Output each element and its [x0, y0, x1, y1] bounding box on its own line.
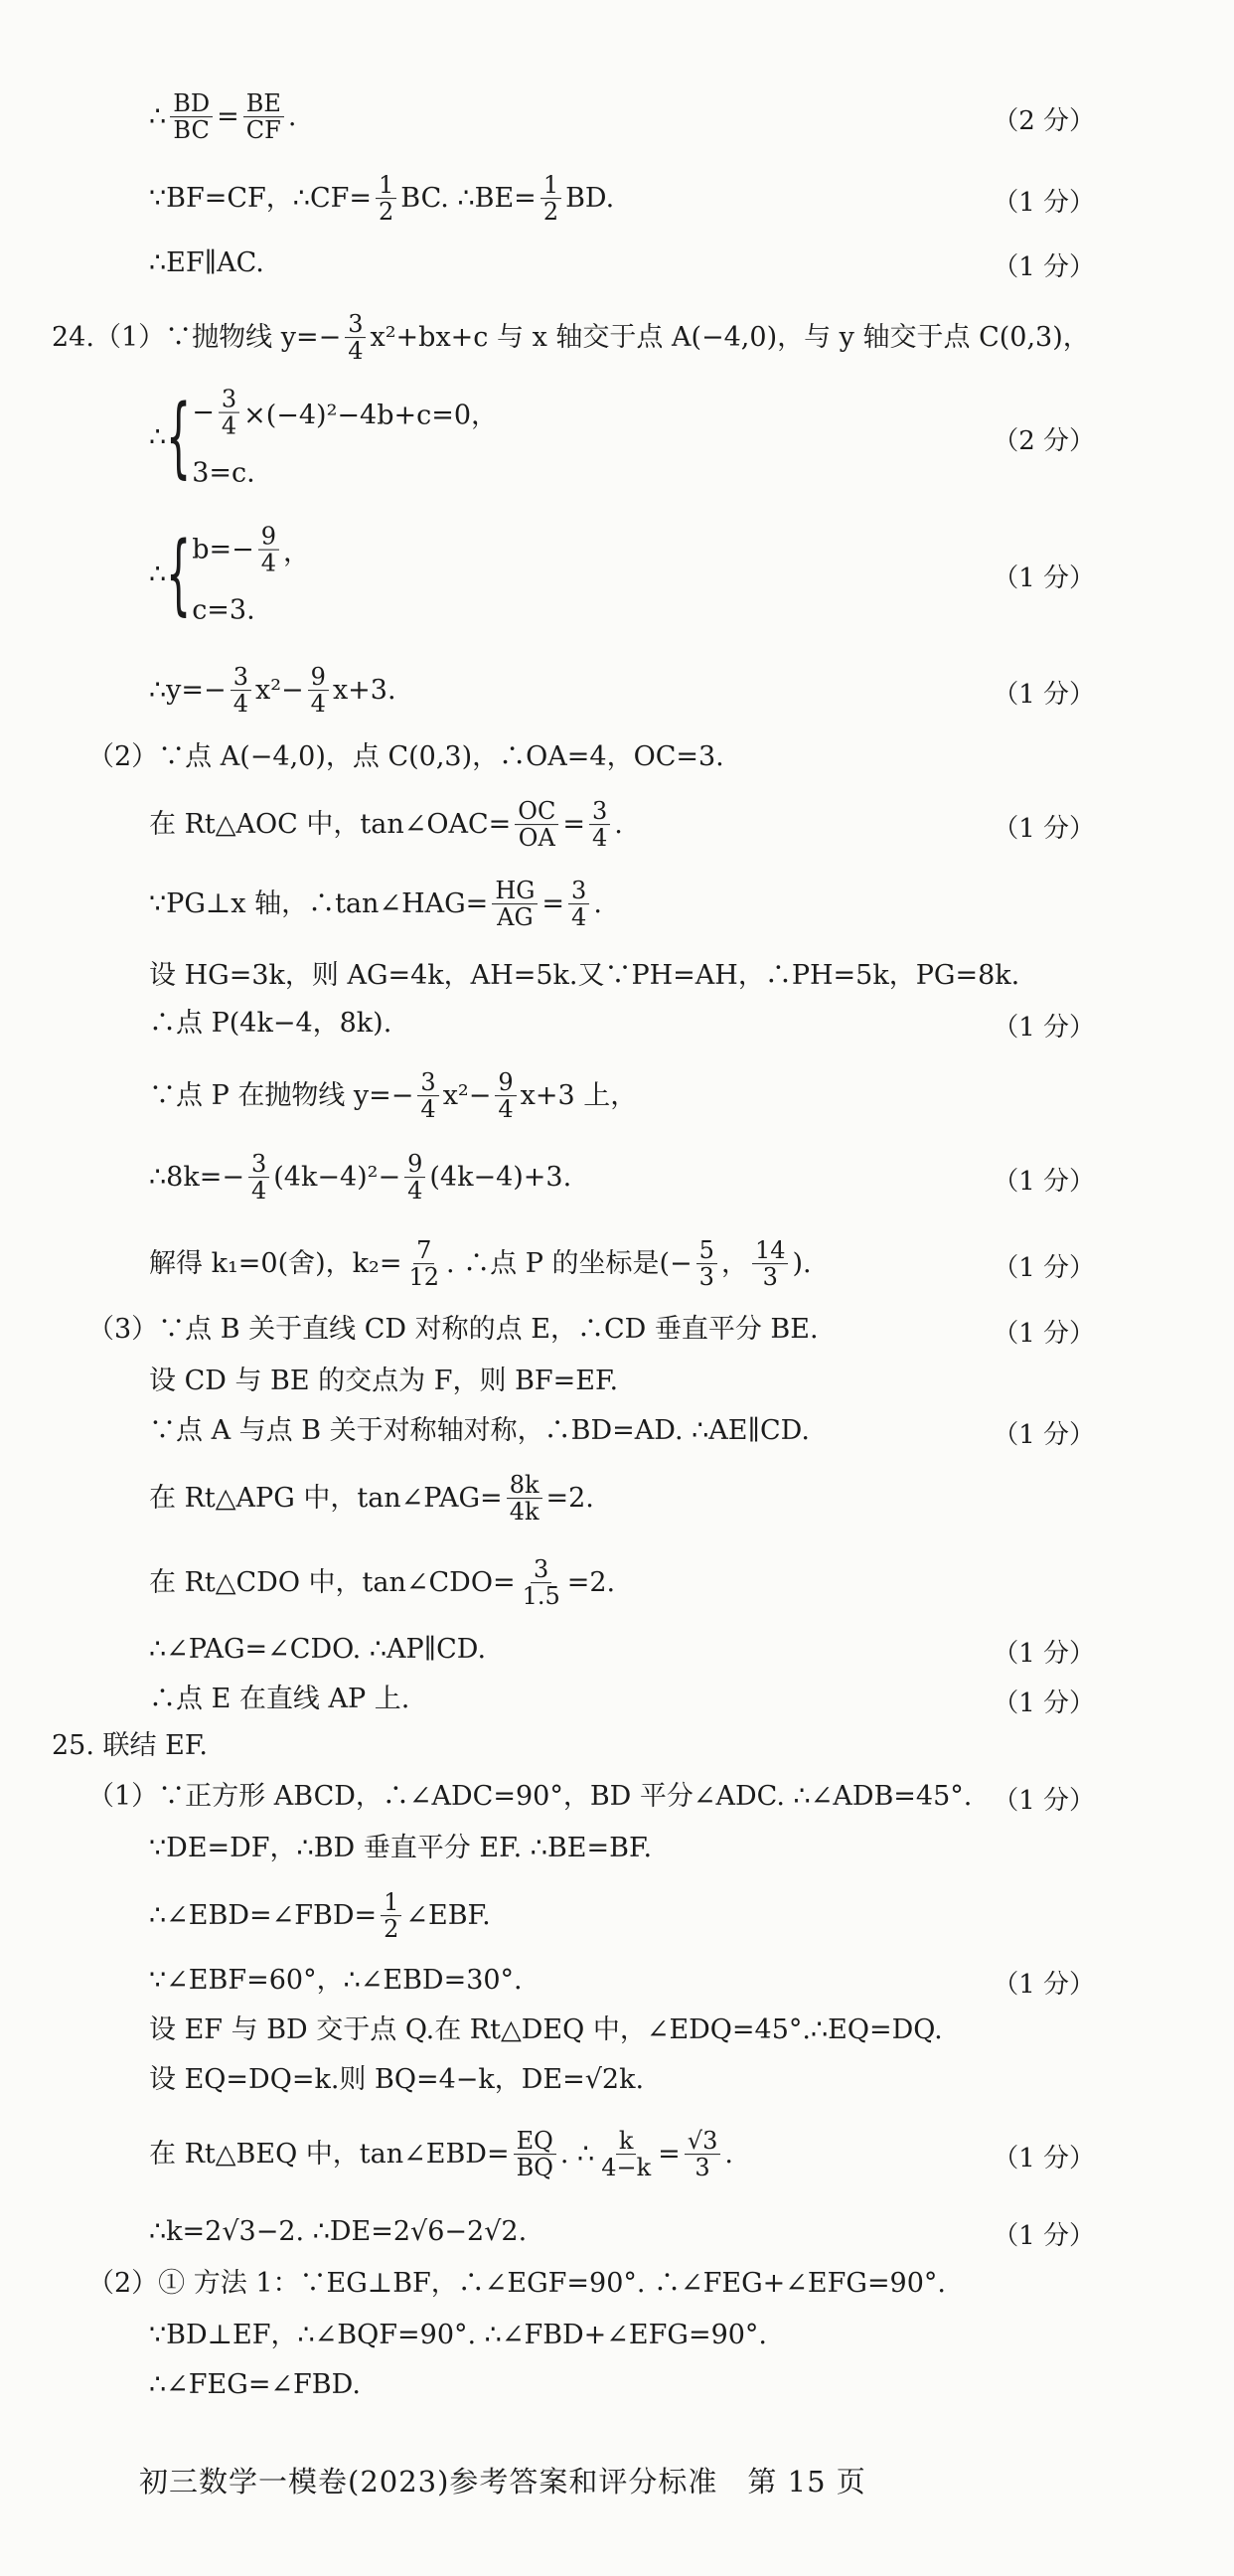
fraction-numerator: 1: [540, 172, 561, 199]
fraction: [405, 1237, 442, 1291]
fraction: [308, 664, 329, 718]
text-run: =2.: [545, 1482, 594, 1514]
fraction-numerator: √3: [685, 2128, 721, 2155]
equation-system: [149, 387, 498, 489]
score-label: （1 分）: [993, 680, 1095, 710]
fraction: [495, 1069, 516, 1123]
fraction-numerator: 9: [308, 664, 329, 691]
text-run: ∴点 E 在直线 AP 上.: [149, 1683, 410, 1714]
fraction: [515, 798, 558, 852]
text-run: 设 HG=3k，则 AG=4k，AH=5k.又∵PH=AH，∴PH=5k，PG=8k.: [149, 959, 1020, 991]
text-run: . ∴点 P 的坐标是(−: [446, 1247, 693, 1279]
text-run: =: [217, 100, 239, 132]
text-run: ∴EF∥AC.: [149, 246, 264, 278]
fraction-denominator: 2: [384, 1915, 399, 1944]
solution-line: [52, 311, 1090, 365]
therefore-symbol: ∴: [149, 421, 167, 453]
score-label: （1 分）: [993, 1639, 1095, 1669]
fraction-numerator: BD: [170, 90, 213, 117]
fraction-denominator: 4: [310, 690, 326, 719]
text-run: ×(−4)²−4b+c=0，: [243, 401, 499, 431]
text-run: (4k−4)²−: [273, 1161, 401, 1193]
fraction-denominator: 4: [571, 903, 587, 932]
fraction-numerator: HG: [492, 878, 538, 904]
score-label: （1 分）: [993, 2221, 1095, 2251]
fraction-numerator: 8k: [507, 1472, 542, 1499]
text-run: =: [562, 808, 585, 840]
text-run: 设 EQ=DQ=k.则 BQ=4−k，DE=√2k.: [149, 2063, 645, 2095]
fraction-denominator: 4: [420, 1095, 436, 1124]
fraction: [589, 798, 610, 852]
fraction: [231, 664, 251, 718]
score-label: （2 分）: [993, 426, 1095, 456]
fraction-denominator: BQ: [516, 2154, 553, 2182]
score-label: （1 分）: [993, 1689, 1095, 1718]
text-run: ).: [792, 1247, 812, 1279]
score-label: （1 分）: [993, 1167, 1095, 1197]
solution-line: [149, 1965, 523, 1997]
solution-line: [149, 878, 602, 931]
fraction-numerator: k: [616, 2128, 637, 2155]
fraction-numerator: 3: [568, 878, 589, 904]
fraction-denominator: 4: [250, 1177, 267, 1206]
solution-line: [149, 1151, 571, 1205]
solution-line: [149, 1415, 810, 1447]
score-label: （1 分）: [993, 1253, 1095, 1283]
fraction: [540, 172, 561, 226]
text-run: −: [192, 398, 215, 428]
solution-line: [149, 1008, 391, 1040]
fraction-numerator: 3: [531, 1556, 551, 1583]
solution-line: [149, 2064, 644, 2096]
text-run: 25. 联结 EF.: [52, 1729, 208, 1761]
text-run: . ∴: [559, 2138, 595, 2170]
text-run: ∠EBF.: [405, 1899, 491, 1931]
text-run: 在 Rt△AOC 中，tan∠OAC=: [149, 808, 512, 840]
solution-line: [149, 1889, 491, 1943]
fraction: [170, 90, 213, 144]
score-label: （1 分）: [993, 1970, 1095, 2000]
text-run: x+3.: [332, 674, 396, 706]
text-run: ∴8k=−: [149, 1161, 244, 1193]
text-run: ∵∠EBF=60°，∴∠EBD=30°.: [149, 1964, 523, 1996]
therefore-symbol: ∴: [149, 559, 167, 590]
text-run: 在 Rt△CDO 中，tan∠CDO=: [149, 1566, 516, 1598]
solution-line: [149, 2014, 943, 2046]
solution-line: [149, 960, 1019, 992]
fraction-denominator: 4: [260, 550, 276, 577]
text-run: 在 Rt△APG 中，tan∠PAG=: [149, 1482, 503, 1514]
solution-line: [149, 247, 264, 279]
fraction-denominator: 2: [542, 198, 559, 227]
text-run: ∴y=−: [149, 674, 227, 706]
solution-line: [149, 1069, 637, 1123]
fraction-numerator: EQ: [514, 2128, 556, 2155]
text-run: ∴点 P(4k−4，8k).: [149, 1007, 392, 1039]
fraction-numerator: 5: [696, 1237, 717, 1264]
text-run: x²+bx+c 与 x 轴交于点 A(−4,0)，与 y 轴交于点 C(0,3)，: [370, 321, 1090, 353]
fraction-denominator: 4k: [509, 1498, 540, 1527]
system-row: [192, 594, 310, 625]
solution-line: [149, 172, 614, 226]
text-run: =: [658, 2138, 681, 2170]
score-label: （1 分）: [993, 1013, 1095, 1043]
solution-line: [87, 1781, 972, 1813]
solution-line: [149, 2320, 767, 2351]
score-label: （1 分）: [993, 814, 1095, 844]
text-run: x²−: [442, 1079, 492, 1111]
fraction: [520, 1556, 563, 1610]
text-run: ，: [720, 1247, 748, 1279]
text-run: x+3 上，: [520, 1079, 638, 1111]
fraction-denominator: 2: [378, 198, 394, 227]
fraction-numerator: 3: [231, 664, 251, 691]
solution-line: [149, 2369, 361, 2401]
fraction: [514, 2128, 556, 2181]
text-run: BD.: [565, 182, 615, 214]
text-run: ∵DE=DF，∴BD 垂直平分 EF. ∴BE=BF.: [149, 1832, 653, 1863]
solution-line: [149, 2128, 733, 2181]
solution-line: [87, 2268, 946, 2300]
fraction: [752, 1237, 789, 1291]
fraction-numerator: 3: [417, 1069, 438, 1096]
text-run: 在 Rt△BEQ 中，tan∠EBD=: [149, 2138, 510, 2170]
text-run: ，: [283, 538, 310, 568]
solution-line: [87, 1314, 819, 1346]
fraction-denominator: 3: [698, 1263, 714, 1292]
score-label: （2 分）: [993, 106, 1095, 136]
text-run: .: [287, 100, 297, 132]
fraction-numerator: 9: [495, 1069, 516, 1096]
fraction-denominator: 3: [694, 2154, 710, 2182]
fraction-denominator: OA: [518, 824, 555, 853]
fraction-numerator: 3: [589, 798, 610, 825]
text-run: ∴∠PAG=∠CDO. ∴AP∥CD.: [149, 1633, 487, 1665]
text-run: BC. ∴BE=: [400, 182, 537, 214]
text-run: 设 EF 与 BD 交于点 Q.在 Rt△DEQ 中，∠EDQ=45°.∴EQ=DQ.: [149, 2013, 943, 2045]
fraction-numerator: 1: [381, 1889, 401, 1916]
text-run: ∵点 P 在抛物线 y=−: [149, 1079, 414, 1111]
fraction-denominator: 4−k: [601, 2154, 652, 2182]
text-run: ∴∠EBD=∠FBD=: [149, 1899, 378, 1931]
text-run: 24.（1）∵抛物线 y=−: [52, 321, 342, 353]
fraction-numerator: 3: [345, 311, 366, 338]
fraction-numerator: 3: [248, 1151, 269, 1178]
score-label: （1 分）: [993, 1786, 1095, 1816]
text-run: （3）∵点 B 关于直线 CD 对称的点 E，∴CD 垂直平分 BE.: [87, 1313, 819, 1345]
score-label: （1 分）: [993, 1319, 1095, 1349]
solution-line: [149, 1237, 812, 1291]
text-run: ∴k=2√3−2. ∴DE=2√6−2√2.: [149, 2215, 528, 2247]
fraction-denominator: 4: [498, 1095, 514, 1124]
fraction: [507, 1472, 542, 1526]
system-row: [192, 387, 498, 440]
fraction: [345, 311, 366, 365]
text-run: .: [593, 887, 602, 919]
text-run: b=−: [192, 535, 254, 565]
solution-line: [149, 1472, 594, 1526]
page-footer: 初三数学一模卷(2023)参考答案和评分标准 第 15 页: [139, 2465, 866, 2498]
score-label: （1 分）: [993, 564, 1095, 593]
text-run: =2.: [566, 1566, 616, 1598]
system-row: [192, 524, 310, 577]
fraction-denominator: 4: [591, 824, 608, 853]
text-run: （1）∵正方形 ABCD，∴∠ADC=90°，BD 平分∠ADC. ∴∠ADB=45°.: [87, 1780, 973, 1812]
text-run: ∴: [149, 100, 167, 132]
fraction: [685, 2128, 721, 2181]
fraction-numerator: 14: [752, 1237, 789, 1264]
score-label: （1 分）: [993, 252, 1095, 282]
text-run: ∵点 A 与点 B 关于对称轴对称，∴BD=AD. ∴AE∥CD.: [149, 1414, 810, 1446]
fraction-denominator: AG: [497, 903, 534, 932]
solution-line: [87, 741, 724, 773]
equation-system: [149, 524, 310, 626]
fraction: [404, 1151, 425, 1205]
fraction: [219, 387, 239, 440]
text-run: ∵BD⊥EF，∴∠BQF=90°. ∴∠FBD+∠EFG=90°.: [149, 2319, 768, 2350]
text-run: （2）∵点 A(−4,0)，点 C(0,3)，∴OA=4，OC=3.: [87, 740, 724, 772]
fraction: [243, 90, 284, 144]
left-brace-icon: {: [166, 386, 192, 488]
system-row: [192, 457, 498, 488]
text-run: 3=c.: [192, 457, 255, 489]
text-run: ∴∠FEG=∠FBD.: [149, 2368, 361, 2400]
text-run: （2）① 方法 1：∵EG⊥BF，∴∠EGF=90°. ∴∠FEG+∠EFG=90°.: [87, 2267, 946, 2299]
text-run: .: [724, 2138, 733, 2170]
text-run: ∵PG⊥x 轴，∴tan∠HAG=: [149, 887, 489, 919]
fraction: [598, 2128, 654, 2181]
fraction-denominator: 12: [408, 1263, 439, 1292]
solution-line: [149, 2216, 527, 2248]
fraction-numerator: 3: [219, 387, 239, 413]
solution-line: [149, 798, 623, 852]
fraction: [258, 524, 279, 577]
fraction: [381, 1889, 401, 1943]
fraction-denominator: 1.5: [522, 1582, 560, 1611]
fraction-denominator: 4: [221, 412, 237, 440]
fraction: [417, 1069, 438, 1123]
solution-line: [149, 1366, 618, 1397]
left-brace-icon: {: [166, 523, 192, 625]
fraction-denominator: CF: [245, 116, 281, 145]
score-label: （1 分）: [993, 188, 1095, 218]
solution-line: [149, 90, 296, 144]
system-rows: [192, 387, 498, 489]
solution-line: [149, 1833, 652, 1864]
fraction-numerator: BE: [243, 90, 284, 117]
fraction-numerator: 1: [376, 172, 396, 199]
fraction-denominator: 4: [407, 1177, 423, 1206]
fraction-denominator: 4: [348, 337, 364, 366]
fraction-denominator: 4: [232, 690, 248, 719]
text-run: x²−: [254, 674, 304, 706]
solution-line: [149, 1634, 486, 1666]
fraction-denominator: BC: [173, 116, 210, 145]
text-run: .: [614, 808, 623, 840]
score-label: （1 分）: [993, 2144, 1095, 2174]
fraction: [248, 1151, 269, 1205]
fraction-numerator: OC: [515, 798, 558, 825]
text-run: c=3.: [192, 594, 255, 626]
text-run: (4k−4)+3.: [429, 1161, 572, 1193]
fraction-denominator: 3: [762, 1263, 778, 1292]
text-run: 解得 k₁=0(舍)，k₂=: [149, 1247, 402, 1279]
text-run: ∵BF=CF，∴CF=: [149, 182, 372, 214]
solution-line: [52, 1730, 208, 1762]
text-run: =: [541, 887, 565, 919]
text-run: 设 CD 与 BE 的交点为 F，则 BF=EF.: [149, 1365, 619, 1396]
fraction-numerator: 9: [404, 1151, 425, 1178]
fraction-numerator: 7: [413, 1237, 434, 1264]
fraction: [568, 878, 589, 931]
score-label: （1 分）: [993, 1420, 1095, 1450]
solution-line: [149, 664, 396, 718]
system-rows: [192, 524, 310, 626]
solution-line: [149, 1556, 615, 1610]
solution-line: [149, 1684, 409, 1715]
fraction-numerator: 9: [258, 524, 279, 551]
fraction: [696, 1237, 717, 1291]
fraction: [376, 172, 396, 226]
fraction: [492, 878, 538, 931]
